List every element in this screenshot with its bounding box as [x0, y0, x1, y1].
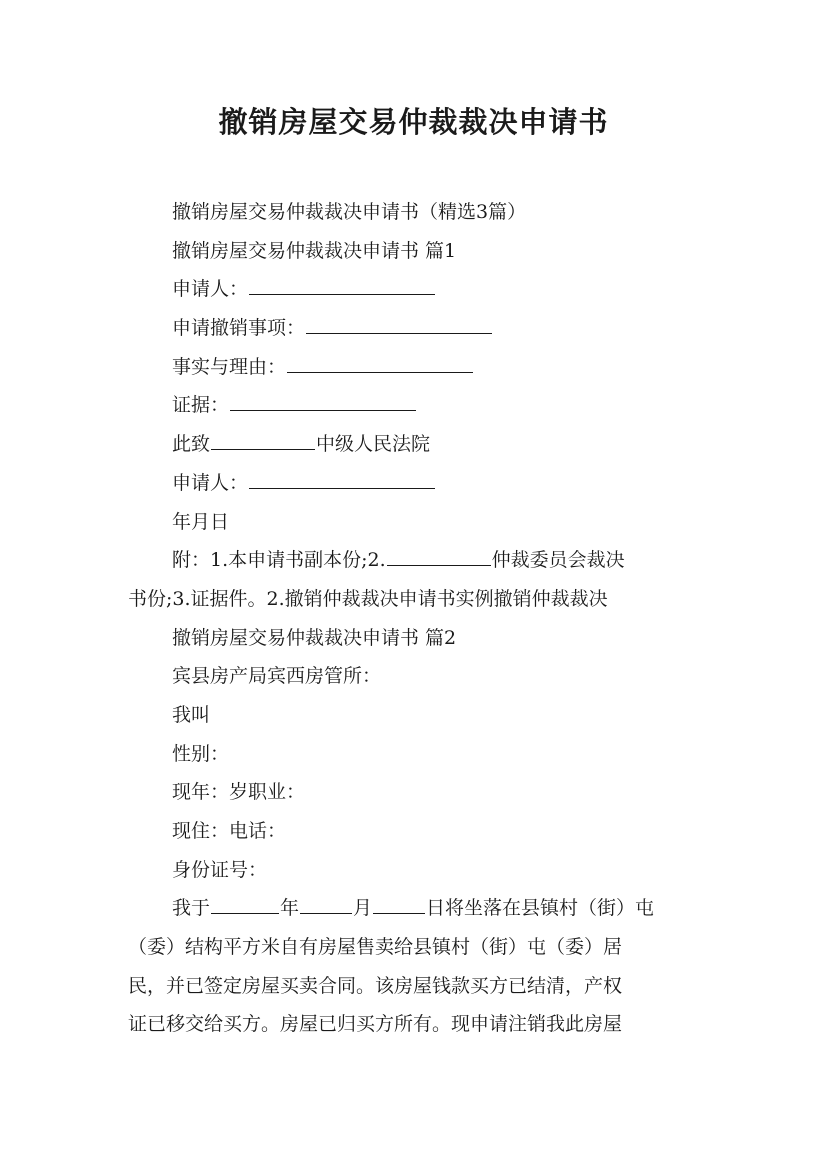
- month-label: 月: [353, 897, 373, 920]
- attachments-line: [128, 541, 703, 580]
- facts-reasons-label: 事实与理由：: [172, 355, 287, 378]
- gender-line: 性别：: [172, 742, 230, 765]
- court-name-blank: [211, 430, 315, 450]
- statement-line-2: （委）结构平方米自有房屋售卖给县镇村（街）屯（委）居: [128, 936, 623, 959]
- name-line: 我叫: [172, 703, 211, 726]
- facts-reasons-line: [128, 348, 703, 387]
- evidence-blank: [230, 391, 416, 411]
- addressee-suffix: 中级人民法院: [316, 433, 431, 456]
- age-occupation-line: 现年：岁职业：: [172, 781, 306, 804]
- facts-reasons-blank: [287, 353, 473, 373]
- addressee-prefix: 此致: [172, 433, 211, 456]
- statement-line-3: 民，并已签定房屋买卖合同。该房屋钱款买方已结清，产权: [128, 974, 623, 997]
- section-heading-1: 撤销房屋交易仲裁裁决申请书 篇1: [172, 239, 457, 262]
- subtitle-line: 撤销房屋交易仲裁裁决申请书（精选3篇）: [172, 201, 527, 223]
- month-blank: [300, 894, 352, 914]
- revoke-matter-line: [128, 309, 703, 348]
- revoke-matter-label: 申请撤销事项：: [172, 317, 306, 340]
- address-phone-line: 现住：电话：: [172, 820, 287, 842]
- recipient-line: 宾县房产局宾西房管所：: [172, 665, 382, 688]
- statement-rest: 日将坐落在县镇村（街）屯: [426, 897, 655, 920]
- section-heading-2: 撤销房屋交易仲裁裁决申请书 篇2: [172, 626, 457, 649]
- revoke-matter-blank: [306, 314, 492, 334]
- addressee-line: [128, 425, 703, 464]
- document-title: 撤销房屋交易仲裁裁决申请书: [218, 105, 609, 139]
- applicant-signature-blank: [249, 469, 435, 489]
- document-body: [128, 193, 703, 1044]
- date-line: 年月日: [172, 510, 230, 533]
- day-blank: [373, 894, 425, 914]
- statement-line-4: 证已移交给买方。房屋已归买方所有。现申请注销我此房屋: [128, 1013, 623, 1036]
- evidence-label: 证据：: [172, 394, 230, 417]
- attachments-suffix: 仲裁委员会裁决: [491, 549, 625, 572]
- id-number-line: 身份证号：: [172, 858, 268, 881]
- statement-line-1: [128, 889, 703, 928]
- year-blank: [211, 894, 279, 914]
- applicant-signature-label: 申请人：: [172, 471, 249, 494]
- applicant-line: [128, 270, 703, 309]
- attachments-continuation: 书份;3.证据件。2.撤销仲裁裁决申请书实例撤销仲裁裁决: [128, 587, 608, 610]
- year-label: 年: [280, 897, 300, 920]
- attachments-prefix: 附：1.本申请书副本份;2.: [172, 549, 386, 572]
- applicant-signature-line: [128, 464, 703, 503]
- statement-prefix: 我于: [172, 897, 211, 920]
- applicant-blank: [249, 275, 435, 295]
- arbitration-committee-blank: [387, 546, 491, 566]
- evidence-line: [128, 386, 703, 425]
- applicant-label: 申请人：: [172, 278, 249, 301]
